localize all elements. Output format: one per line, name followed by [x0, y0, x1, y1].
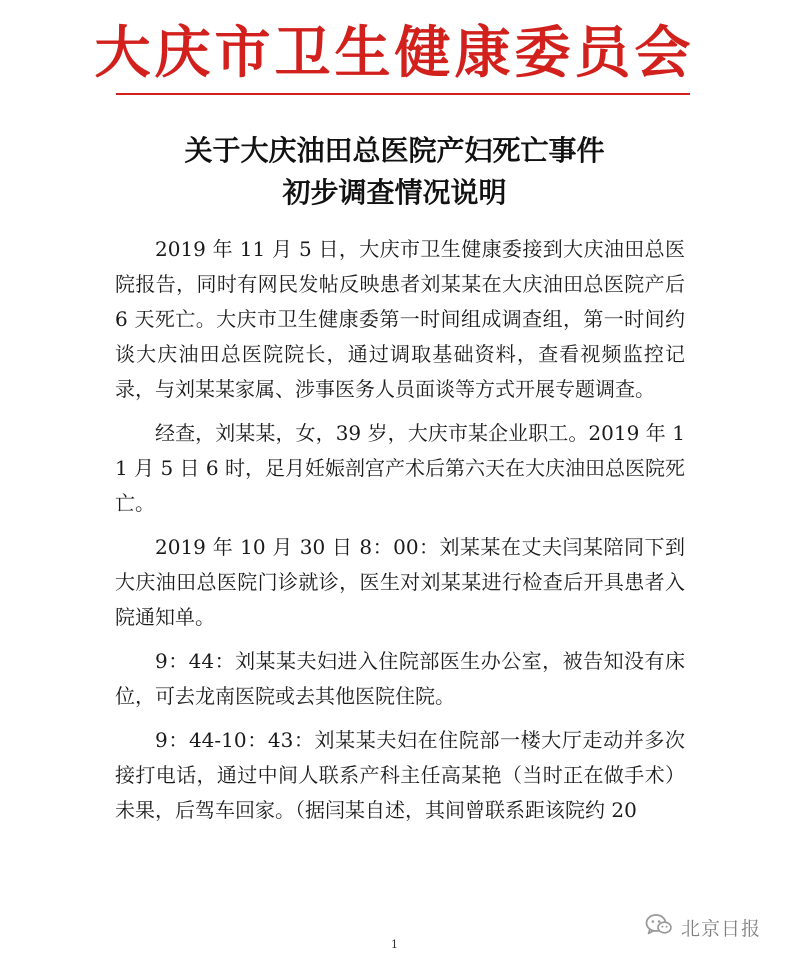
paragraph-phone-calls: 9：44-10：43：刘某某夫妇在住院部一楼大厅走动并多次接打电话，通过中间人联系产科主任高某艳（当时正在做手术）未果，后驾车回家。（据闫某自述，其间曾联系距该院约 20: [115, 728, 685, 822]
paragraph-patient-info: 经查，刘某某，女，39 岁，大庆市某企业职工。2019 年 11 月 5 日 6 时，足月妊娠剖宫产术后第六天在大庆油田总医院死亡。: [115, 421, 685, 515]
paragraph-oct30-visit: 2019 年 10 月 30 日 8：00：刘某某在丈夫闫某陪同下到大庆油田总医院门诊就诊，医生对刘某某进行检查后开具患者入院通知单。: [115, 535, 685, 629]
document-title-line-2: 初步调查情况说明: [282, 176, 507, 209]
paragraph-report-received: 2019 年 11 月 5 日，大庆市卫生健康委接到大庆油田总医院报告，同时有网民发帖反映患者刘某某在大庆油田总医院产后 6 天死亡。大庆市卫生健康委第一时间组成调查组，第一时间约谈大庆油田总医院院长，通过调取基础资料，查看视频监控记录，与刘某某家属、涉事医务人员面谈等方式开展专题调查。: [115, 237, 685, 401]
paragraph-no-bed: 9：44：刘某某夫妇进入住院部医生办公室，被告知没有床位，可去龙南医院或去其他医院住院。: [115, 649, 685, 708]
watermark-text: 北京日报: [680, 917, 761, 940]
document-body: [115, 232, 685, 828]
wechat-icon: [645, 913, 673, 941]
page-number: 1: [391, 938, 398, 951]
issuing-authority-title: 大庆市卫生健康委员会: [94, 20, 695, 86]
header-divider: [116, 93, 690, 95]
document-title-line-1: 关于大庆油田总医院产妇死亡事件: [184, 134, 605, 167]
source-watermark: [645, 913, 761, 941]
